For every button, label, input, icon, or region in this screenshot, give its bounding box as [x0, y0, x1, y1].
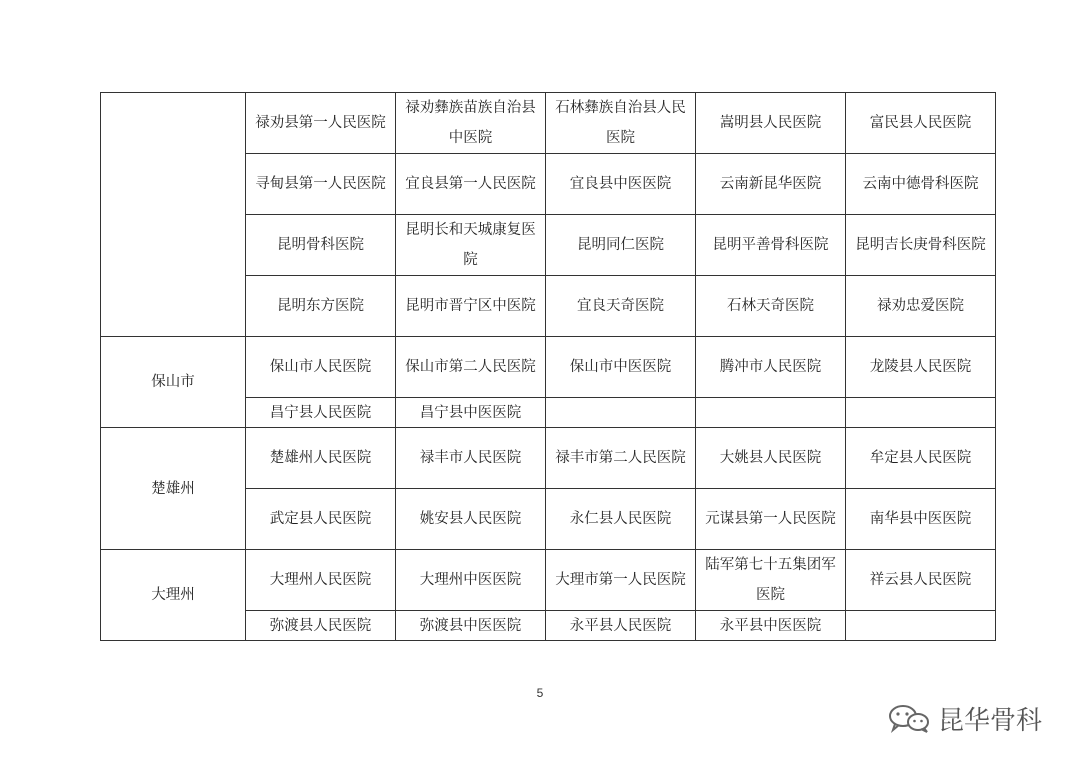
table-row: [101, 550, 996, 611]
hospital-cell: 姚安县人民医院: [396, 489, 546, 550]
hospital-cell: 武定县人民医院: [246, 489, 396, 550]
hospital-cell: 云南新昆华医院: [696, 154, 846, 215]
hospital-cell: 大姚县人民医院: [696, 428, 846, 489]
hospital-cell: 保山市第二人民医院: [396, 337, 546, 398]
hospital-cell: 石林彝族自治县人民医院: [546, 93, 696, 154]
page-number: 5: [536, 686, 544, 700]
watermark-text: 昆华骨科: [938, 705, 1043, 736]
hospital-cell: 陆军第七十五集团军医院: [696, 550, 846, 611]
hospital-cell: 南华县中医医院: [846, 489, 996, 550]
hospital-cell: 永平县中医医院: [696, 611, 846, 641]
hospital-cell: [696, 398, 846, 428]
hospital-cell: 宜良天奇医院: [546, 276, 696, 337]
hospital-table: [100, 92, 996, 641]
table-row: [101, 337, 996, 398]
hospital-cell: 保山市中医医院: [546, 337, 696, 398]
hospital-cell: 禄劝县第一人民医院: [246, 93, 396, 154]
hospital-cell: 龙陵县人民医院: [846, 337, 996, 398]
hospital-cell: [546, 398, 696, 428]
wechat-logo-icon: [886, 703, 932, 733]
hospital-cell: 牟定县人民医院: [846, 428, 996, 489]
hospital-cell: 昌宁县中医医院: [396, 398, 546, 428]
hospital-cell: 昌宁县人民医院: [246, 398, 396, 428]
hospital-cell: 大理州人民医院: [246, 550, 396, 611]
hospital-cell: 楚雄州人民医院: [246, 428, 396, 489]
hospital-cell: 永仁县人民医院: [546, 489, 696, 550]
hospital-cell: 永平县人民医院: [546, 611, 696, 641]
hospital-cell: 弥渡县人民医院: [246, 611, 396, 641]
hospital-cell: 宜良县中医医院: [546, 154, 696, 215]
hospital-cell: 昆明同仁医院: [546, 215, 696, 276]
hospital-cell: 石林天奇医院: [696, 276, 846, 337]
hospital-cell: [846, 611, 996, 641]
hospital-cell: 寻甸县第一人民医院: [246, 154, 396, 215]
hospital-cell: 禄丰市人民医院: [396, 428, 546, 489]
hospital-cell: 昆明骨科医院: [246, 215, 396, 276]
hospital-cell: 昆明平善骨科医院: [696, 215, 846, 276]
hospital-cell: 禄丰市第二人民医院: [546, 428, 696, 489]
table-row: [101, 93, 996, 154]
hospital-cell: 云南中德骨科医院: [846, 154, 996, 215]
table-row: [101, 428, 996, 489]
hospital-cell: [846, 398, 996, 428]
hospital-cell: 腾冲市人民医院: [696, 337, 846, 398]
hospital-cell: 昆明东方医院: [246, 276, 396, 337]
city-cell: 保山市: [101, 337, 246, 428]
hospital-cell: 禄劝忠爱医院: [846, 276, 996, 337]
hospital-cell: 大理州中医医院: [396, 550, 546, 611]
hospital-cell: 保山市人民医院: [246, 337, 396, 398]
hospital-cell: 昆明吉长庚骨科医院: [846, 215, 996, 276]
watermark: [886, 700, 1042, 736]
city-cell: 楚雄州: [101, 428, 246, 550]
hospital-cell: 嵩明县人民医院: [696, 93, 846, 154]
hospital-cell: 大理市第一人民医院: [546, 550, 696, 611]
hospital-cell: 昆明长和天城康复医院: [396, 215, 546, 276]
hospital-cell: 昆明市晋宁区中医院: [396, 276, 546, 337]
hospital-cell: 弥渡县中医医院: [396, 611, 546, 641]
city-cell: 大理州: [101, 550, 246, 641]
hospital-cell: 宜良县第一人民医院: [396, 154, 546, 215]
hospital-cell: 祥云县人民医院: [846, 550, 996, 611]
hospital-cell: 富民县人民医院: [846, 93, 996, 154]
hospital-cell: 元谋县第一人民医院: [696, 489, 846, 550]
hospital-cell: 禄劝彝族苗族自治县中医院: [396, 93, 546, 154]
city-cell: [101, 93, 246, 337]
